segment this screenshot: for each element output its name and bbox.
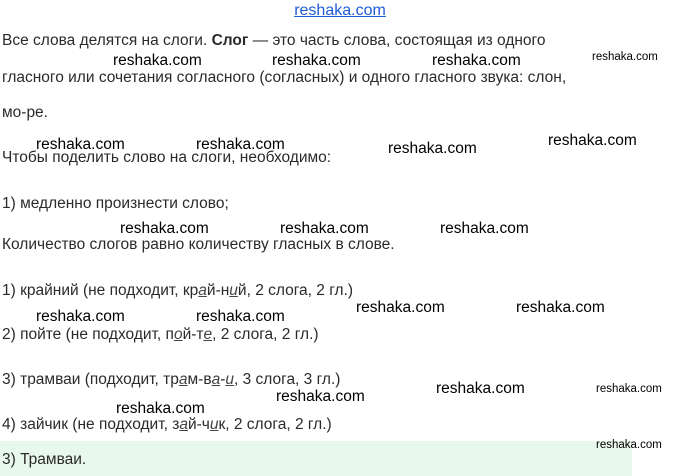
watermark: reshaka.com (280, 220, 369, 237)
item-text: й-т (182, 326, 204, 343)
watermark: reshaka.com (272, 52, 361, 69)
watermark: reshaka.com (596, 439, 662, 451)
item-text: к (218, 416, 226, 433)
watermark: reshaka.com (516, 299, 605, 316)
watermark: reshaka.com (116, 400, 205, 417)
rule-count: Количество слогов равно количеству гласных в слове. (2, 236, 395, 253)
header-watermark[interactable]: reshaka.com (294, 2, 386, 19)
item-text: 4) зайчик (не подходит, з (2, 416, 180, 433)
watermark: reshaka.com (436, 380, 525, 397)
item-text: 2) пойте (не подходит, п (2, 326, 174, 343)
item-text: , 2 слога, 2 гл.) (212, 326, 319, 343)
item-text: , 2 слога, 2 гл.) (246, 282, 354, 299)
list-item (2, 282, 353, 300)
list-item (2, 416, 332, 434)
list-item (2, 326, 319, 344)
definition-line-1 (2, 32, 546, 50)
vowel-mark: а (198, 282, 207, 299)
item-text: й (237, 282, 247, 299)
item-text: - (220, 371, 226, 388)
definition-term: Слог (211, 32, 249, 49)
watermark: reshaka.com (196, 308, 285, 325)
vowel-mark: е (203, 326, 213, 343)
vowel-mark: а (178, 371, 188, 388)
vowel-mark: и (209, 416, 219, 433)
definition-line-3: мо-ре. (2, 104, 48, 121)
item-text: й-н (206, 282, 230, 299)
vowel-mark: и (225, 371, 234, 388)
list-item (2, 371, 340, 389)
watermark: reshaka.com (440, 220, 529, 237)
vowel-mark: о (173, 326, 183, 343)
watermark: reshaka.com (596, 383, 662, 395)
answer-text: 3) Трамваи. (2, 451, 87, 468)
item-text: , 3 слога, 3 гл.) (234, 371, 341, 388)
watermark: reshaka.com (356, 299, 445, 316)
rule-intro: Чтобы поделить слово на слоги, необходимо: (2, 149, 332, 166)
item-text: м-в (187, 371, 212, 388)
watermark: reshaka.com (113, 52, 202, 69)
watermark: reshaka.com (196, 136, 285, 153)
vowel-mark: а (211, 371, 221, 388)
watermark: reshaka.com (276, 388, 365, 405)
definition-text: — это часть слова, состоящая из одного (248, 32, 546, 49)
definition-text: Все слова делятся на слоги. (2, 32, 212, 49)
watermark: reshaka.com (36, 308, 125, 325)
item-text: й-ч (187, 416, 210, 433)
watermark: reshaka.com (548, 132, 637, 149)
vowel-mark: и (229, 282, 238, 299)
watermark: reshaka.com (432, 52, 521, 69)
vowel-mark: а (179, 416, 188, 433)
item-text: 1) крайний (не подходит, кр (2, 282, 199, 299)
item-text: 3) трамваи (подходит, тр (2, 371, 179, 388)
answer-box (0, 441, 632, 476)
watermark: reshaka.com (120, 220, 209, 237)
watermark: reshaka.com (388, 140, 477, 157)
watermark: reshaka.com (592, 51, 658, 63)
definition-line-2: гласного или сочетания согласного (согласных) и одного гласного звука: слон, (2, 69, 567, 86)
item-text: , 2 слога, 2 гл.) (225, 416, 332, 433)
rule-step-1: 1) медленно произнести слово; (2, 195, 229, 212)
watermark: reshaka.com (36, 136, 125, 153)
